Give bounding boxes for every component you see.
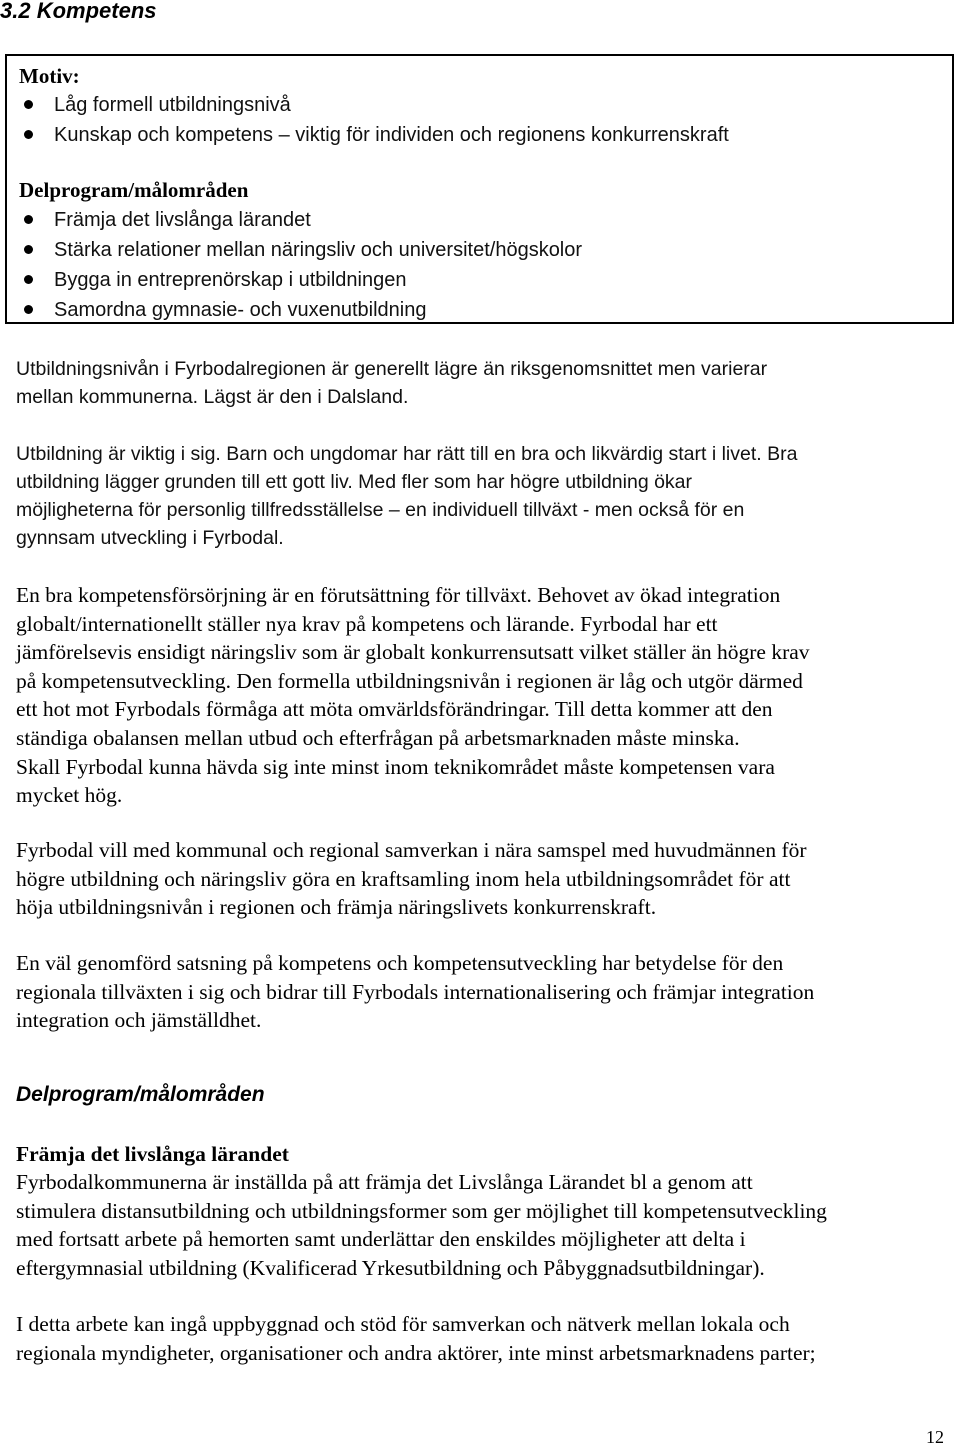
- list-item: Bygga in entreprenörskap i utbildningen: [7, 265, 582, 295]
- list-item: Låg formell utbildningsnivå: [7, 90, 729, 120]
- page-number: 12: [926, 1427, 944, 1447]
- bullet-icon: [24, 245, 33, 254]
- section-heading: 3.2 Kompetens: [0, 0, 157, 23]
- motiv-list: [7, 90, 729, 150]
- bullet-icon: [24, 100, 33, 109]
- delprogram-list: [7, 205, 582, 325]
- paragraph-utbildning-viktig: Utbildning är viktig i sig. Barn och ungdomar har rätt till en bra och likvärdig start i livet. Bra utbildning lägger grunden till ett gott liv. Med fler som har högre utbildning ökar möjligheterna för personlig tillfredsställelse – en individuell tillväxt - men också för en gynnsam utveckling i Fyrbodal.: [16, 443, 798, 549]
- bullet-icon: [24, 130, 33, 139]
- paragraph-satsning: En väl genomförd satsning på kompetens och kompetensutveckling har betydelse för den regionala tillväxten i sig och bidrar till Fyrbodals internationalisering och främjar integration integration och jämställdhet.: [16, 951, 815, 1033]
- goal-heading: Främja det livslånga lärandet: [16, 1142, 289, 1166]
- paragraph-samverkan: Fyrbodal vill med kommunal och regional samverkan i nära samspel med huvudmännen för högre utbildning och näringsliv göra en kraftsamling inom hela utbildningsområdet för att höja utbildningsnivån i regionen och främja näringslivets konkurrenskraft.: [16, 838, 807, 920]
- summary-box: [5, 54, 954, 324]
- paragraph-livslanga-larandet: Fyrbodalkommunerna är inställda på att främja det Livslånga Lärandet bl a genom att stimulera distansutbildning och utbildningsformer som ger möjlighet till kompetensutveckling med fortsatt arbete på hemorten samt underlättar den enskildes möjligheter att delta i eftergymnasial utbildning (Kvalificerad Yrkesutbildning och Påbyggnadsutbildningar).: [16, 1170, 827, 1280]
- list-item: Samordna gymnasie- och vuxenutbildning: [7, 295, 582, 325]
- bullet-icon: [24, 305, 33, 314]
- paragraph-utbildningsniva: Utbildningsnivån i Fyrbodalregionen är generellt lägre än riksgenomsnittet men varierar mellan kommunerna. Lägst är den i Dalsland.: [16, 358, 768, 408]
- motiv-title: Motiv:: [19, 64, 80, 88]
- paragraph-kompetensforsorjning: En bra kompetensförsörjning är en förutsättning för tillväxt. Behovet av ökad integration globalt/internationellt ställer nya krav på kompetens och lärande. Fyrbodal har ett jämförelsevis ensidigt näringsliv som är globalt konkurrensutsatt vilket ställer än högre krav på kompetensutveckling. Den formella utbildningsnivån i regionen är låg och utgör därmed ett hot mot Fyrbodals förmåga att möta omvärldsförändringar. Till detta kommer att den ständiga obalansen mellan utbud och efterfrågan på arbetsmarknaden måste minska. Skall Fyrbodal kunna hävda sig inte minst inom teknikområdet måste kompetensen vara mycket hög.: [16, 583, 810, 808]
- bullet-icon: [24, 215, 33, 224]
- paragraph-natverk: I detta arbete kan ingå uppbyggnad och stöd för samverkan och nätverk mellan lokala och regionala myndigheter, organisationer och andra aktörer, inte minst arbetsmarknadens parter;: [16, 1312, 816, 1365]
- delprogram-title: Delprogram/målområden: [19, 178, 249, 202]
- list-item: Kunskap och kompetens – viktig för individen och regionens konkurrenskraft: [7, 120, 729, 150]
- list-item: Stärka relationer mellan näringsliv och universitet/högskolor: [7, 235, 582, 265]
- bullet-icon: [24, 275, 33, 284]
- subsection-heading: Delprogram/målområden: [16, 1083, 265, 1106]
- list-item: Främja det livslånga lärandet: [7, 205, 582, 235]
